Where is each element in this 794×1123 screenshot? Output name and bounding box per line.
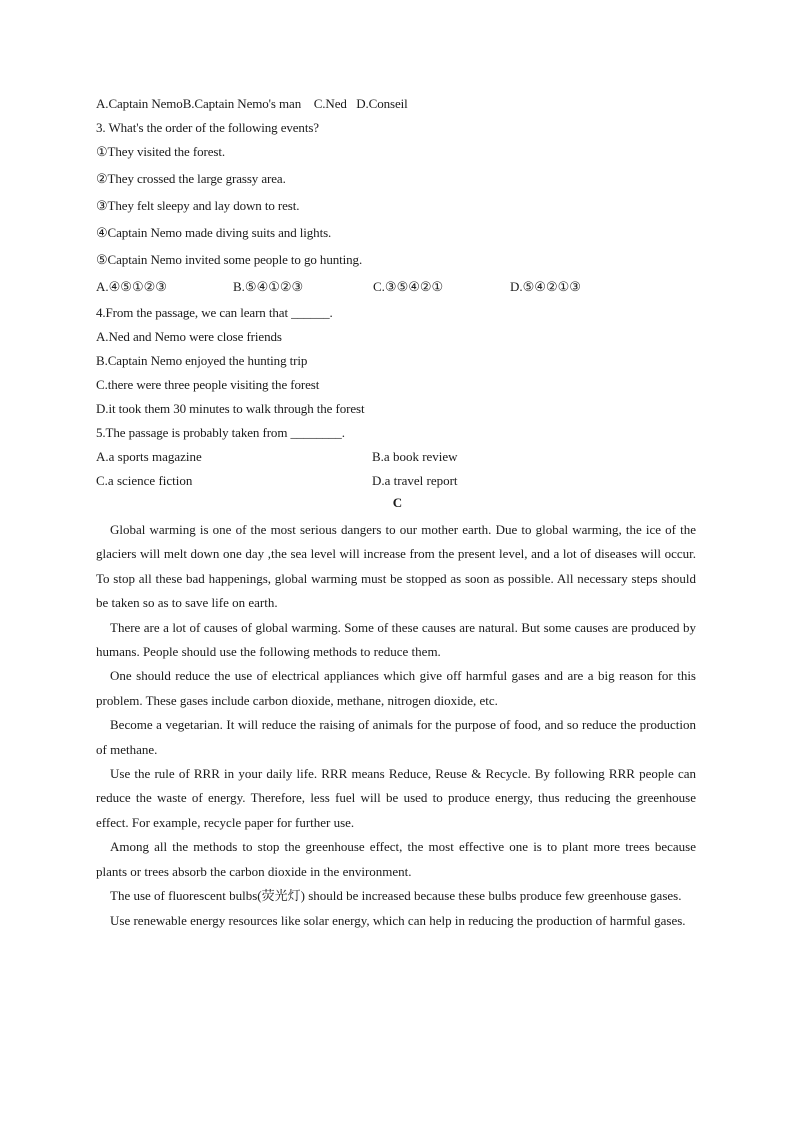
passage-paragraph-6: Among all the methods to stop the greenhouse effect, the most effective one is to plant more trees because plants or trees absorb the carbon dioxide in the environment. [96,839,696,879]
q5-question: 5.The passage is probably taken from ________. [96,425,345,440]
q5-option-a: A.a sports magazine [96,449,202,464]
passage-paragraph-4: Become a vegetarian. It will reduce the raising of animals for the purpose of food, and so reduce the production of methane. [96,717,696,757]
q3-option-c: C.③⑤④②① [373,279,444,294]
q4-question: 4.From the passage, we can learn that ______. [96,305,333,320]
passage-paragraph-8: Use renewable energy resources like solar energy, which can help in reducing the production of harmful gases. [110,912,686,928]
passage-paragraph-7: The use of fluorescent bulbs(荧光灯) should be increased because these bulbs produce few greenhouse gases. [110,888,682,904]
passage-paragraph-3: One should reduce the use of electrical appliances which give off harmful gases and are a big reason for this problem. These gases include carbon dioxide, methane, nitrogen dioxide, etc. [96,668,696,708]
q4-option-c: C.there were three people visiting the forest [96,377,320,392]
q3-event-4: ④Captain Nemo made diving suits and lights. [96,225,332,240]
q3-event-1: ①They visited the forest. [96,144,226,159]
q4-option-a: A.Ned and Nemo were close friends [96,329,282,344]
q3-options [96,278,696,304]
q3-event-3: ③They felt sleepy and lay down to rest. [96,198,300,213]
q5-option-d: D.a travel report [372,473,458,488]
passage-paragraph-2: There are a lot of causes of global warming. Some of these causes are natural. But some causes are produced by humans. People should use the following methods to reduce them. [96,619,696,660]
q5-options-row-2 [96,472,696,494]
worksheet-page [96,95,696,933]
q3-option-a: A.④⑤①②③ [96,279,167,294]
q5-option-b: B.a book review [372,449,458,464]
q3-option-d: D.⑤④②①③ [510,279,581,294]
q3-question: 3. What's the order of the following events? [96,120,319,135]
q2-options: A.Captain NemoB.Captain Nemo's man C.Ned D.Conseil [96,96,408,111]
section-letter: C [392,495,403,510]
q4-option-b: B.Captain Nemo enjoyed the hunting trip [96,353,308,368]
passage-paragraph-1: Global warming is one of the most serious dangers to our mother earth. Due to global warming, the ice of the glaciers will melt down one day ,the sea level will increase from the present level, and a lot of diseases will occur. To stop all these bad happenings, global warming must be stopped as soon as possible. All necessary steps should be taken so as to save life on earth. [96,522,696,611]
q5-options-row-1 [96,448,696,472]
q4-option-d: D.it took them 30 minutes to walk through the forest [96,401,365,416]
q3-option-b: B.⑤④①②③ [233,279,304,294]
q5-option-c: C.a science fiction [96,473,193,488]
q3-event-2: ②They crossed the large grassy area. [96,171,286,186]
passage-paragraph-5: Use the rule of RRR in your daily life. RRR means Reduce, Reuse & Recycle. By following RRR people can reduce the waste of energy. Therefore, less fuel will be used to produce energy, thus reducing the greenhouse effect. For example, recycle paper for further use. [96,766,696,830]
q3-event-5: ⑤Captain Nemo invited some people to go hunting. [96,252,363,267]
